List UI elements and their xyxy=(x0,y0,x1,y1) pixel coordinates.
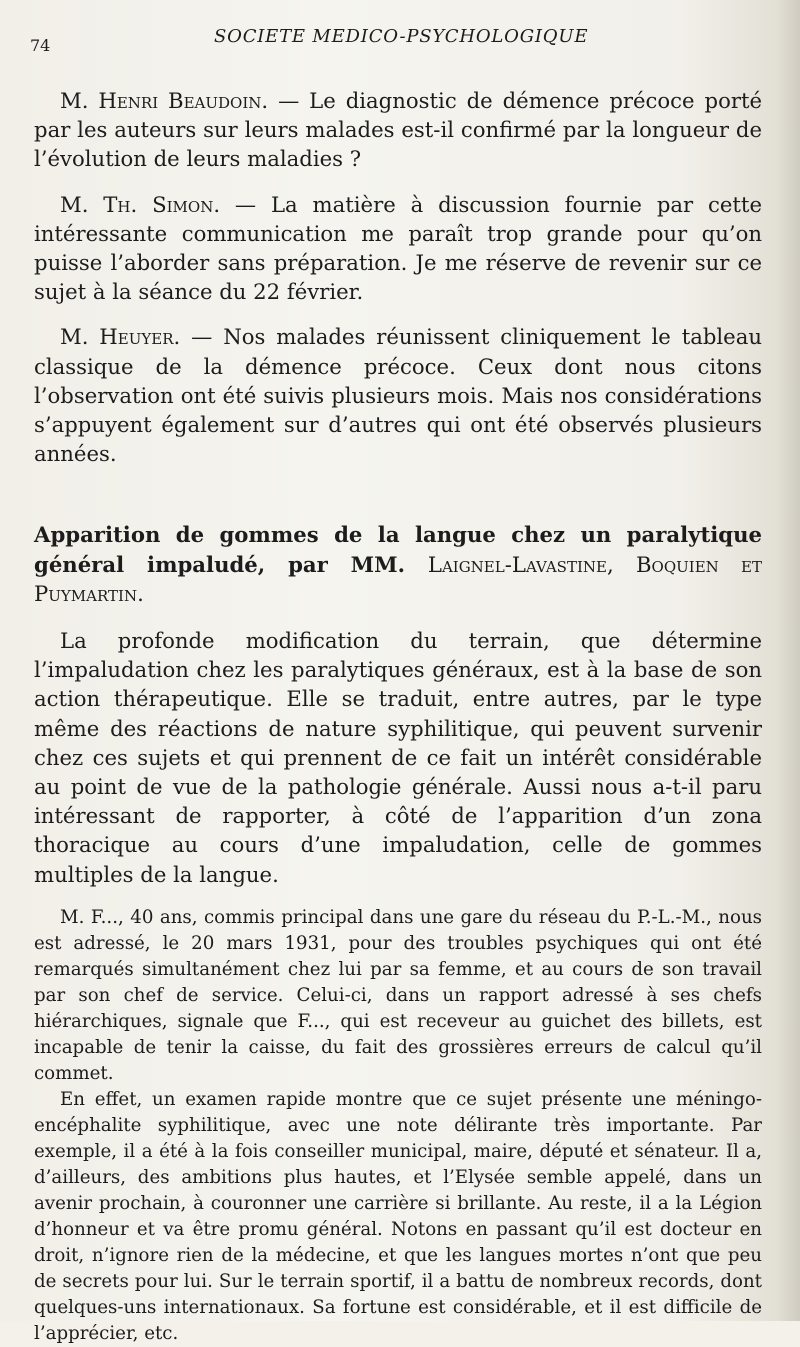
paragraph-intro: La profonde modification du terrain, que détermine l’impaludation chez les paralytiques généraux, est à la base de son action thérapeutique. Elle se traduit, entre autres, par le type même des réactions de nature syphilitique, qui peuvent survenir chez ces sujets et qui prennent de ce fait un intérêt considérable au point de vue de la pathologie générale. Aussi nous a-t-il paru intéressant de rapporter, à côté de l’apparition d’un zona thoracique au cours d’une impaludation, celle de gommes multiples de la langue. xyxy=(34,628,762,887)
discussion-heuyer xyxy=(34,322,762,468)
paragraph-exam: En effet, un examen rapide montre que ce sujet présente une méningo-encéphalite syphilitique, avec une note délirante très importante. Par exemple, il a été à la fois conseiller municipal, maire, député et sénateur. Il a, d’ailleurs, des ambitions plus hautes, et l’Elysée semble appelé, dans un avenir prochain, à couronner une carrière si brillante. Au reste, il a la Légion d’honneur et va être promu général. Notons en passant qu’il est docteur en droit, n’ignore rien de la médecine, et que les langues mortes n’ont que peu de secrets pour lui. Sur le terrain sportif, il a battu de nombreux records, dont quelques-uns internationaux. Sa fortune est considérable, et il est difficile de l’apprécier, etc. xyxy=(34,1088,762,1344)
speaker-name: M. Heuyer. xyxy=(60,324,181,350)
running-head xyxy=(30,22,762,56)
article-title: Apparition de gommes de la langue chez un paralytique général impaludé, par MM. xyxy=(34,522,762,577)
discussion-simon xyxy=(34,190,762,307)
speaker-name: M. Th. Simon. xyxy=(60,191,221,217)
discussion-text: — Nos malades réunissent cliniquement le tableau classique de la démence précoce. Ceux dont nous citons l’observation ont été suivis plusieurs mois. Mais nos considérations s’appuyent également sur d’autres qui ont été observés plusieurs années. xyxy=(34,324,763,467)
article-authors: Laignel-Lavastine, Boquien et Puymartin. xyxy=(34,551,762,606)
page-number: 74 xyxy=(30,36,51,55)
paragraph-case: M. F..., 40 ans, commis principal dans une gare du réseau du P.-L.-M., nous est adressé, le 20 mars 1931, pour des troubles psychiques qui ont été remarqués simultanément chez lui par sa femme, et au cours de son travail par son chef de service. Celui-ci, dans un rapport adressé à ses chefs hiérarchiques, signale que F..., qui est receveur au guichet des billets, est incapable de tenir la caisse, du fait des grossières erreurs de calcul qu’il commet. xyxy=(34,906,762,1084)
speaker-name: M. Henri Beaudoin. xyxy=(60,88,269,113)
discussion-beaudoin xyxy=(34,86,762,174)
discussion-text: — Le diagnostic de démence précoce porté par les auteurs sur leurs malades est-il confirmé par la longueur de l’évolution de leurs maladies ? xyxy=(34,88,763,172)
discussion-text: — La matière à discussion fournie par cette intéressante communication me paraît trop grande pour qu’on puisse l’aborder sans préparation. Je me réserve de revenir sur ce sujet à la séance du 22 février. xyxy=(34,191,762,305)
article-heading xyxy=(34,520,762,608)
journal-title: SOCIETE MEDICO-PSYCHOLOGIQUE xyxy=(214,26,589,47)
